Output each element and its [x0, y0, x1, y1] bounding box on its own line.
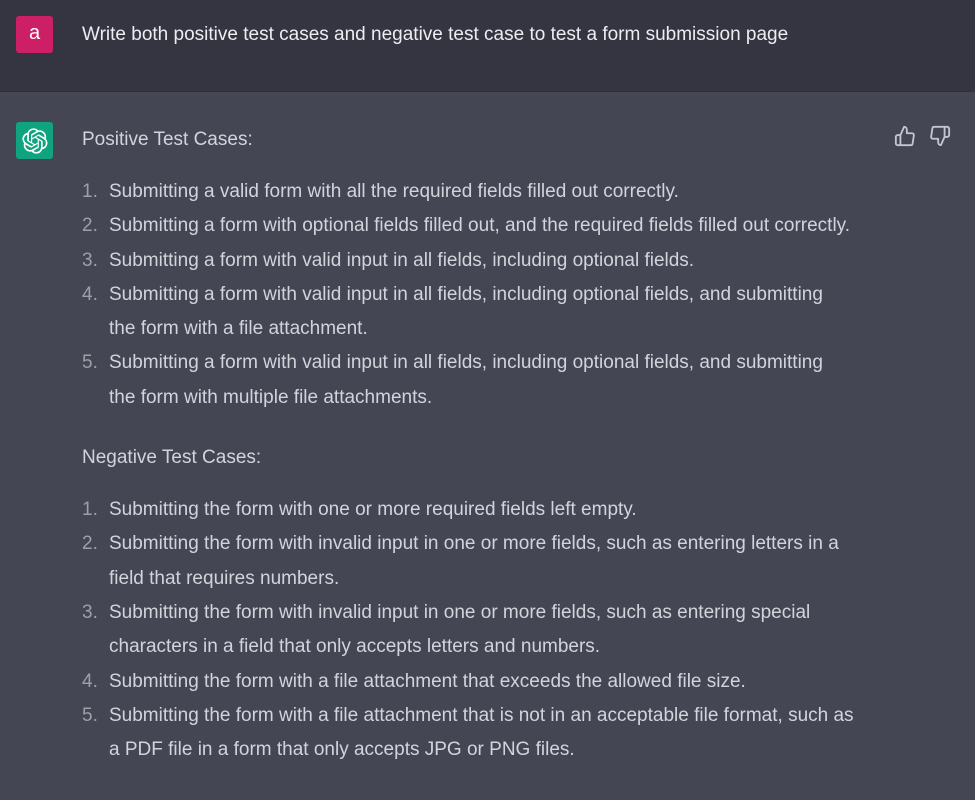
assistant-message-row: [0, 92, 975, 800]
user-avatar: a: [16, 16, 53, 53]
negative-test-list: [82, 493, 882, 767]
positive-test-list: [82, 175, 882, 415]
list-item: 2. Submitting a form with optional fields filled out, and the required fields filled out correctly.: [82, 215, 851, 237]
user-message-text: Write both positive test cases and negative test case to test a form submission page: [82, 24, 789, 45]
assistant-message-content: [82, 126, 882, 767]
list-item: 1. Submitting the form with one or more required fields left empty.: [82, 499, 637, 521]
user-message-row: [0, 0, 975, 92]
list-item: 4. Submitting a form with valid input in all fields, including optional fields, and submitting the form with a file attachment.: [82, 283, 823, 340]
feedback-buttons: [894, 125, 951, 147]
openai-logo-icon: [16, 122, 53, 159]
negative-heading: Negative Test Cases:: [82, 447, 262, 469]
list-item: 3. Submitting a form with valid input in all fields, including optional fields.: [82, 249, 695, 271]
thumbs-down-icon[interactable]: [929, 125, 951, 147]
list-item: 5. Submitting the form with a file attachment that is not in an acceptable file format, such as a PDF file in a form that only accepts JPG or PNG files.: [82, 704, 854, 761]
list-item: 4. Submitting the form with a file attachment that exceeds the allowed file size.: [82, 670, 746, 692]
list-item: 5. Submitting a form with valid input in all fields, including optional fields, and submitting the form with multiple file attachments.: [82, 352, 823, 408]
list-item: 3. Submitting the form with invalid input in one or more fields, such as entering special characters in a field that only accepts letters and numbers.: [82, 601, 811, 658]
list-item: 2. Submitting the form with invalid input in one or more fields, such as entering letters in a field that requires numbers.: [82, 533, 839, 589]
positive-heading: Positive Test Cases:: [82, 129, 253, 150]
thumbs-up-icon[interactable]: [894, 125, 916, 147]
list-item: 1. Submitting a valid form with all the required fields filled out correctly.: [82, 181, 679, 202]
